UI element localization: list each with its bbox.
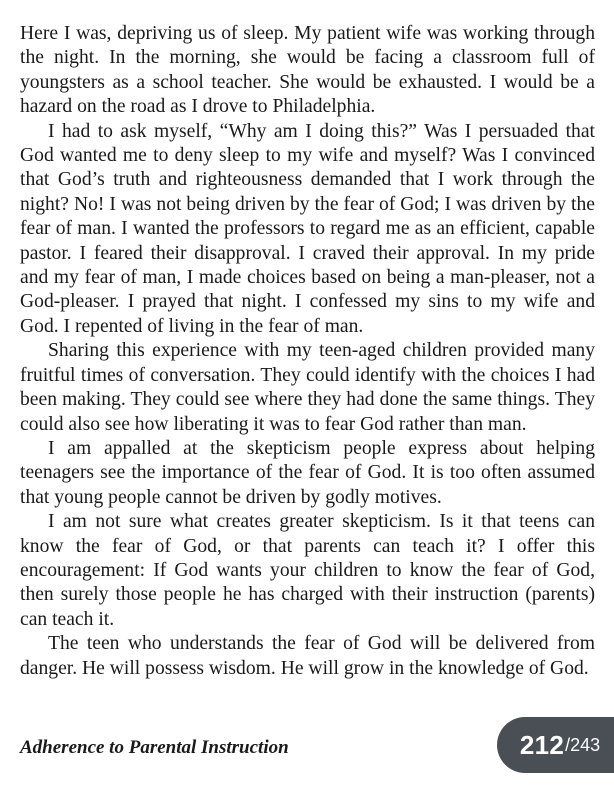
page-separator: / [565,734,571,755]
paragraph-2: I had to ask myself, “Why am I doing this?” Was I persuaded that God wanted me to deny sleep to my wife and myself? Was I convinced that God’s truth and righteousness demanded that I work through the night? No! I was not being driven by the fear of God; I was driven by the fear of man. I wanted the professors to regard me as an efficient, capable pastor. I feared their disapproval. I craved their approval. In my pride and my fear of man, I made choices based on being a man-pleaser, not a God-pleaser. I prayed that night. I confessed my sins to my wife and God. I repented of living in the fear of man. [20,120,595,337]
paragraph-3: Sharing this experience with my teen-aged children provided many fruitful times of conversation. They could identify with the choices I had been making. They could see where they had done the same things. They could also see how liberating it was to fear God rather than man. [20,340,595,435]
paragraph-4: I am appalled at the skepticism people express about helping teenagers see the importance of the fear of God. It is too often assumed that young people cannot be driven by godly motives. [20,437,595,508]
page-counter-badge[interactable] [497,717,614,773]
paragraph-1: Here I was, depriving us of sleep. My patient wife was working through the night. In the morning, she would be facing a classroom full of youngsters as a school teacher. She would be exhausted. I would be a hazard on the road as I drove to Philadelphia. [20,23,595,118]
section-heading: Adherence to Parental Instruction [20,737,289,758]
page-body [20,22,595,681]
total-pages: 243 [570,734,601,755]
paragraph-5: I am not sure what creates greater skepticism. Is it that teens can know the fear of God, or that parents can teach it? I offer this encouragement: If God wants your children to know the fear of God, then surely those people he has charged with their instruction (parents) can teach it. [20,511,595,630]
current-page-number: 212 [519,729,565,760]
paragraph-6: The teen who understands the fear of God will be delivered from danger. He will possess wisdom. He will grow in the knowledge of God. [20,633,595,679]
